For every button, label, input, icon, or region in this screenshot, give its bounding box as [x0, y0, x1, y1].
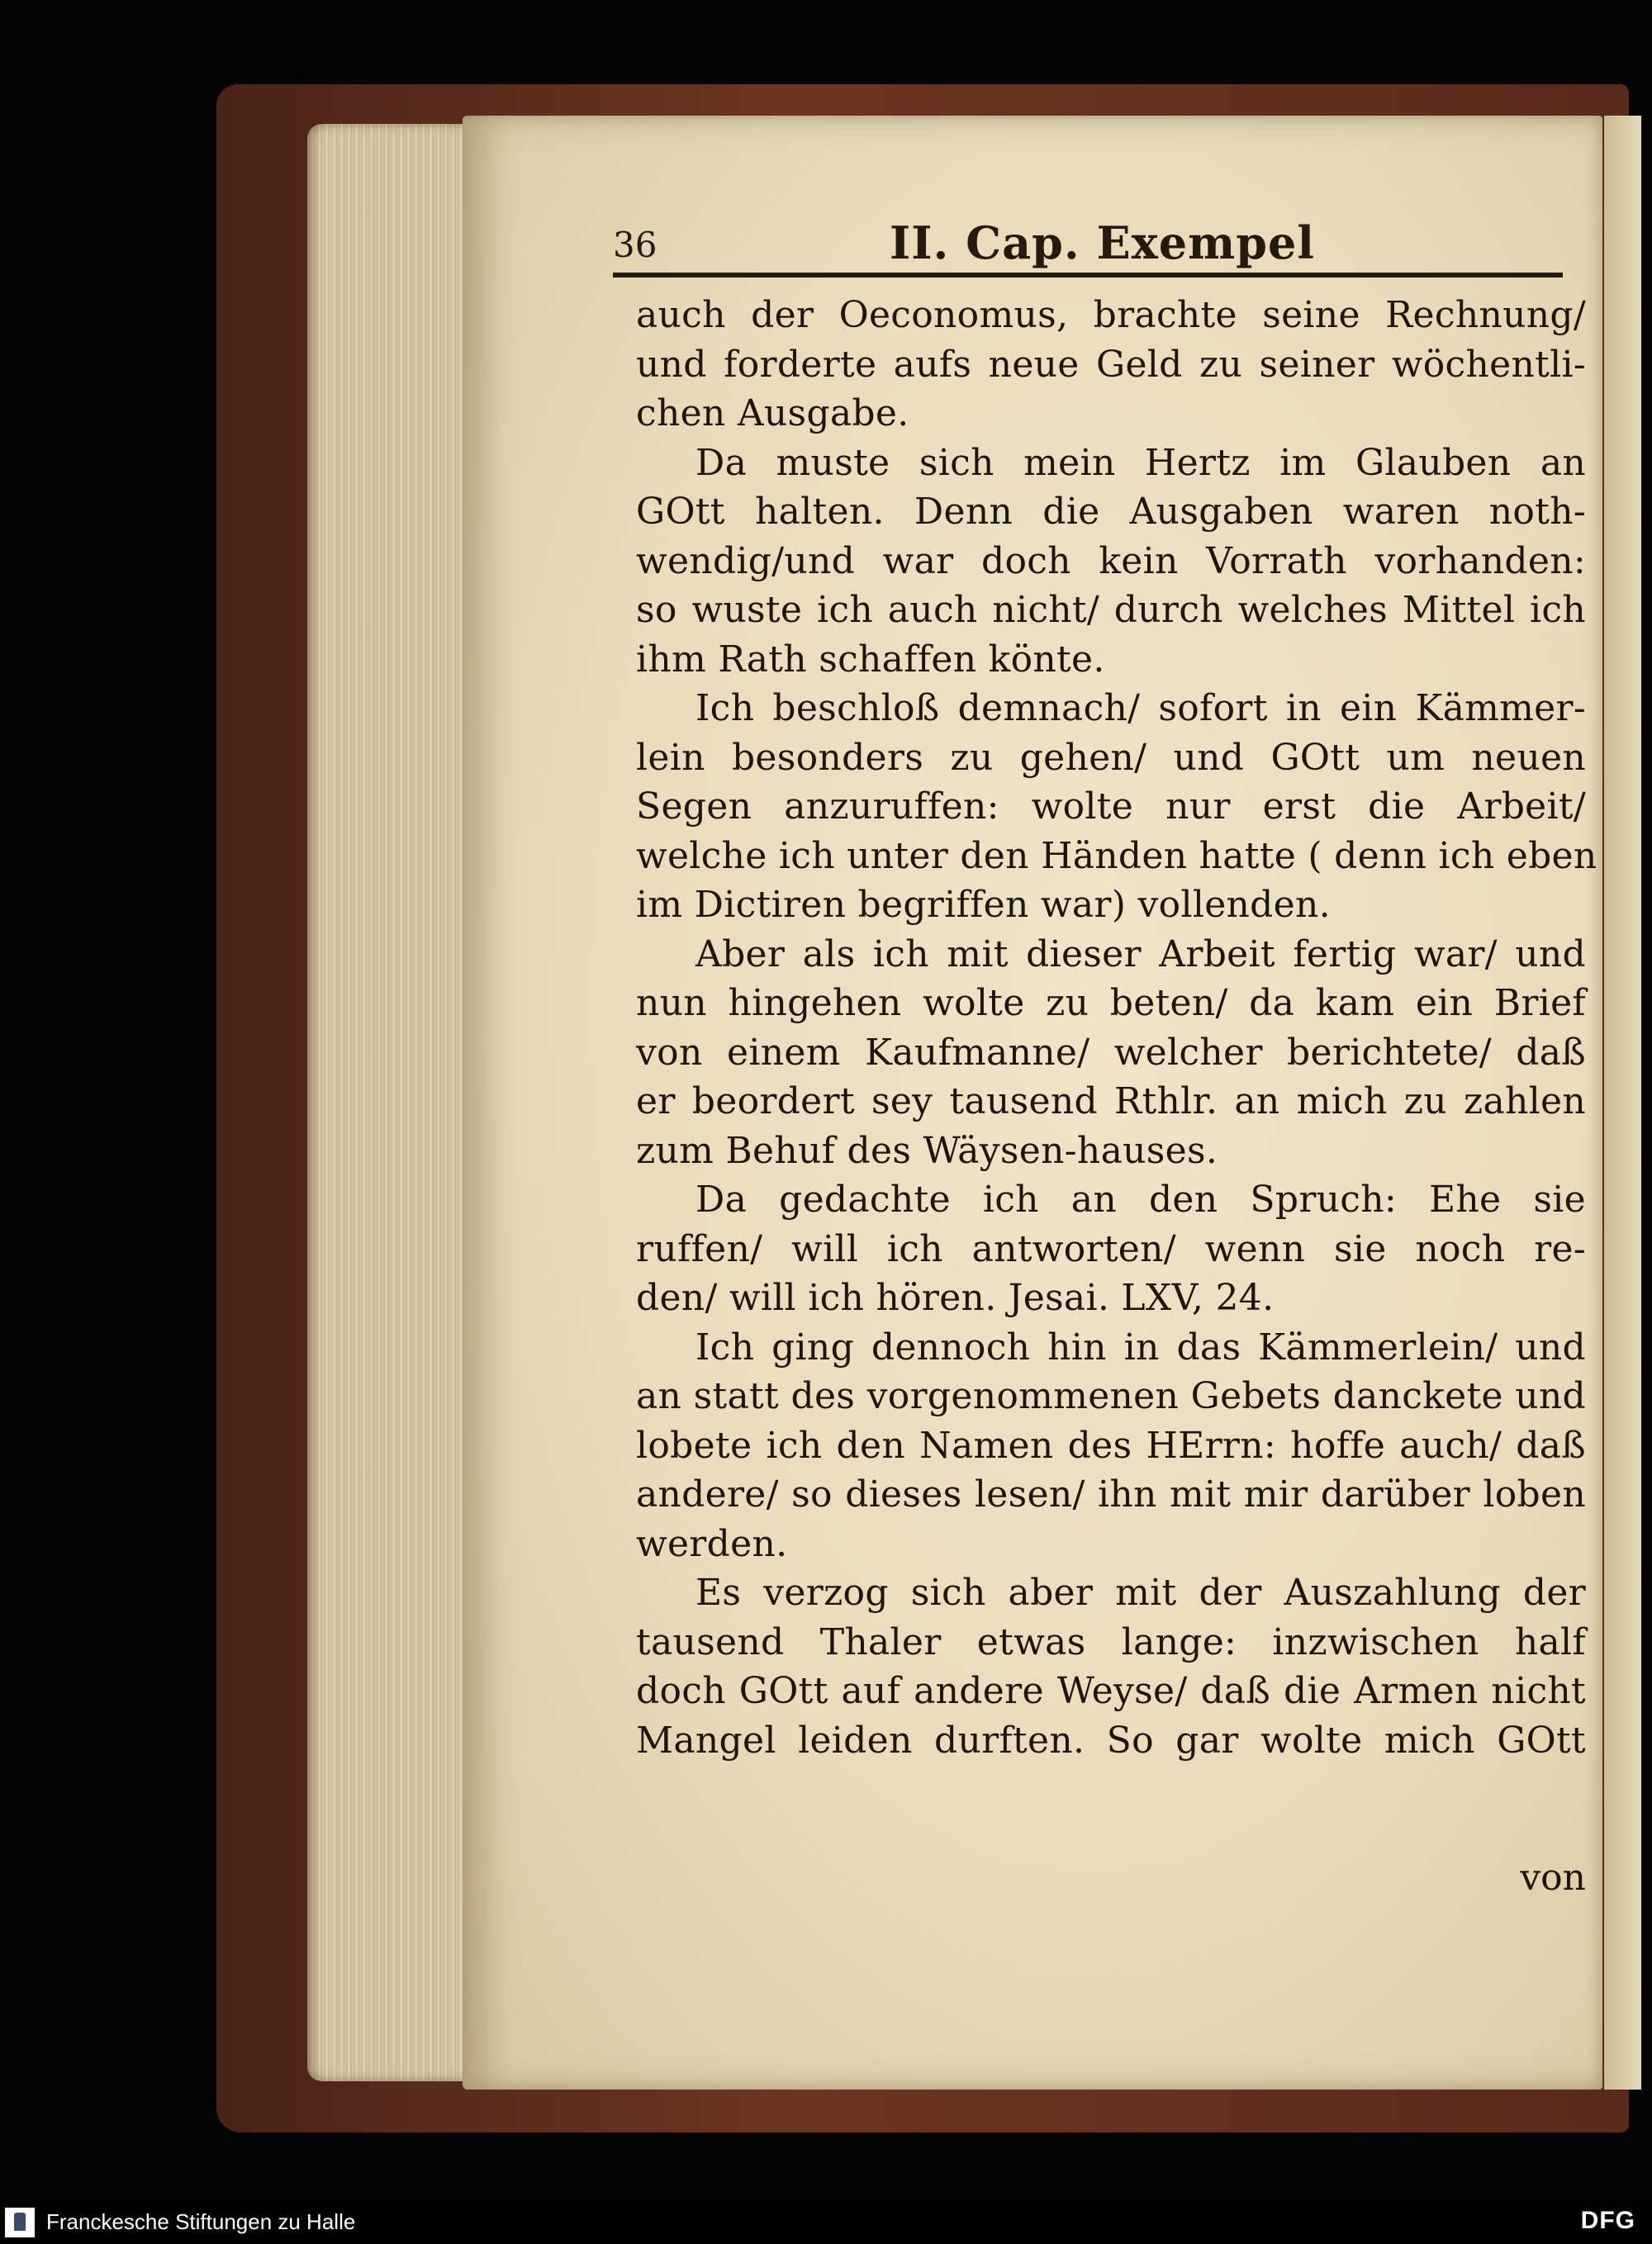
text-line: er beordert sey tausend Rthlr. an mich zu zahlen — [636, 1080, 1586, 1122]
text-line: Da gedachte ich an den Spruch: Ehe sie — [695, 1179, 1586, 1221]
dfg-logo[interactable]: DFG — [1580, 2207, 1635, 2234]
page-number: 36 — [613, 225, 657, 265]
page-header — [613, 216, 1579, 274]
text-line: werden. — [636, 1522, 788, 1565]
running-head: II. Cap. Exempel — [890, 216, 1315, 269]
text-line: andere/ so dieses lesen/ ihn mit mir darüber loben — [636, 1473, 1586, 1516]
text-line: Aber als ich mit dieser Arbeit fertig war/ und — [695, 932, 1586, 975]
text-line: ihm Rath schaffen könte. — [636, 638, 1105, 681]
page-edges — [307, 124, 481, 2081]
text-line: so wuste ich auch nicht/ durch welches Mittel ich — [636, 589, 1586, 631]
text-line: an statt des vorgenommenen Gebets danckete und — [636, 1375, 1586, 1417]
header-rule — [613, 273, 1563, 278]
text-line: von einem Kaufmanne/ welcher berichtete/ daß — [636, 1031, 1586, 1074]
text-line: im Dictiren begriffen war) vollenden. — [636, 884, 1331, 926]
text-line: auch der Oeconomus, brachte seine Rechnung/ — [636, 294, 1586, 336]
text-line: wendig/und war doch kein Vorrath vorhanden: — [636, 539, 1586, 582]
text-line: lobete ich den Namen des HErrn: hoffe auch/ daß — [636, 1424, 1586, 1467]
institution-name: Franckesche Stiftungen zu Halle — [46, 2209, 356, 2234]
text-line: Ich ging dennoch hin in das Kämmerlein/ und — [695, 1326, 1586, 1369]
body-text — [636, 291, 1597, 1860]
text-line: Ich beschloß demnach/ sofort in ein Kämmer- — [695, 687, 1586, 729]
text-line: chen Ausgabe. — [636, 392, 909, 434]
facing-page-edge — [1604, 116, 1641, 2090]
text-line: Segen anzuruffen: wolte nur erst die Arbeit/ — [636, 785, 1586, 828]
text-line: welche ich unter den Händen hatte ( denn ich eben — [636, 834, 1597, 877]
text-line: den/ will ich hören. Jesai. LXV, 24. — [636, 1277, 1275, 1319]
text-line: Mangel leiden durften. So gar wolte mich GOtt — [636, 1719, 1586, 1762]
text-line: doch GOtt auf andere Weyse/ daß die Armen nicht — [636, 1670, 1586, 1712]
text-line: Da muste sich mein Hertz im Glauben an — [695, 441, 1586, 484]
catchword: von — [1520, 1857, 1586, 1899]
text-line: ruffen/ will ich antworten/ wenn sie noch re- — [636, 1227, 1586, 1270]
text-line: Es verzog sich aber mit der Auszahlung der — [695, 1572, 1586, 1614]
text-line: nun hingehen wolte zu beten/ da kam ein Brief — [636, 982, 1586, 1024]
text-line: GOtt halten. Denn die Ausgaben waren noth- — [636, 491, 1586, 533]
viewer-footer — [0, 2201, 1652, 2244]
institution-logo-icon[interactable] — [5, 2208, 35, 2237]
text-line: lein besonders zu gehen/ und GOtt um neuen — [636, 736, 1586, 779]
text-line: tausend Thaler etwas lange: inzwischen half — [636, 1620, 1586, 1663]
text-line: und forderte aufs neue Geld zu seiner wöchentli- — [636, 343, 1586, 386]
text-line: zum Behuf des Wäysen-hauses. — [636, 1129, 1218, 1172]
